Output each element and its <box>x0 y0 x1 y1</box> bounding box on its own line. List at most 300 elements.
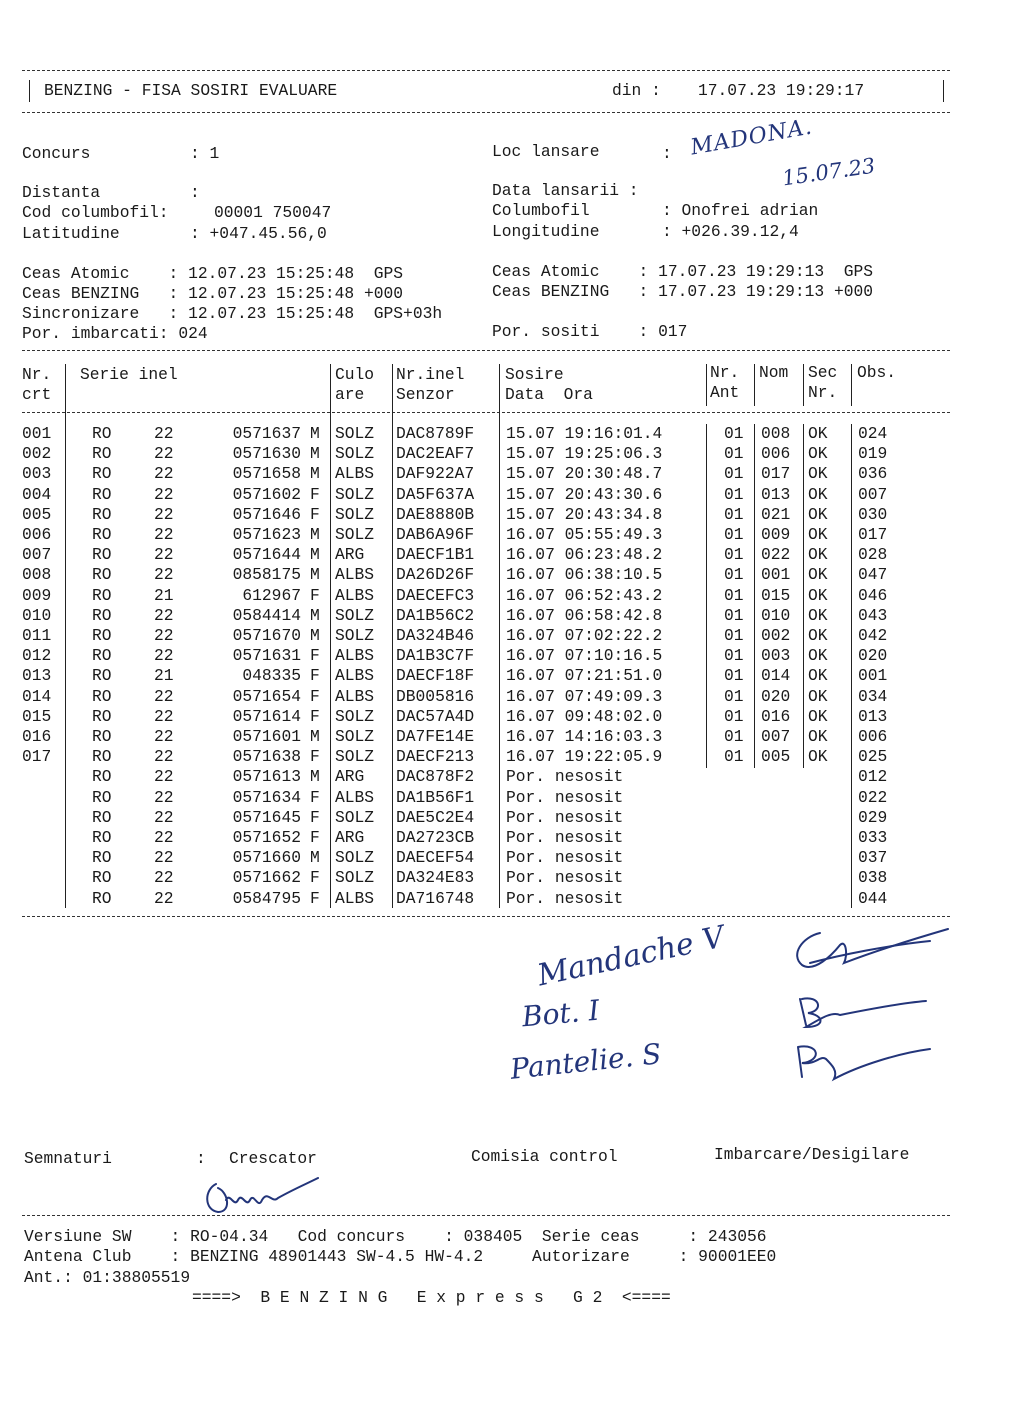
cell-tara: RO <box>92 484 112 504</box>
cell-nom: 017 <box>761 464 791 484</box>
cell-tara: RO <box>92 787 112 807</box>
footer-divider <box>22 1215 950 1216</box>
table-row <box>0 687 1024 707</box>
table-row <box>0 565 1024 585</box>
cell-ant: 01 <box>724 504 744 524</box>
col-ant-header: Nr. <box>710 363 740 382</box>
cell-nr: 009 <box>22 585 52 605</box>
cell-inel: 0571654 <box>232 686 301 706</box>
signature-commission-2: Bot. I <box>520 993 601 1034</box>
cell-culoare: SOLZ <box>335 807 375 827</box>
cell-culoare: ALBS <box>335 585 375 605</box>
col-sep-7 <box>803 364 804 406</box>
cell-senzor: DA1B56C2 <box>396 605 475 625</box>
cell-nr: 014 <box>22 686 52 706</box>
cell-tara: RO <box>92 666 112 686</box>
cell-nom: 013 <box>761 484 791 504</box>
cell-culoare: SOLZ <box>335 706 375 726</box>
col-obs-header: Obs. <box>857 363 897 382</box>
document-title: BENZING - FISA SOSIRI EVALUARE <box>44 81 338 100</box>
cell-sex: F <box>310 888 320 908</box>
cell-obs: 034 <box>858 686 888 706</box>
cod-columbofil-value: 00001 750047 <box>214 203 332 222</box>
cell-senzor: DA716748 <box>396 888 475 908</box>
cell-sosire: Por. nesosit <box>506 888 624 908</box>
cell-obs: 022 <box>858 787 888 807</box>
cell-tara: RO <box>92 686 112 706</box>
cell-culoare: ARG <box>335 545 365 565</box>
cell-obs: 020 <box>858 646 888 666</box>
cell-obs: 037 <box>858 848 888 868</box>
table-header-divider <box>22 412 950 413</box>
cell-inel: 0584795 <box>232 888 301 908</box>
cell-nom: 002 <box>761 626 791 645</box>
cell-senzor: DA2723CB <box>396 828 475 847</box>
cell-senzor: DAECF18F <box>396 666 475 686</box>
cell-sosire: 15.07 19:16:01.4 <box>506 424 663 443</box>
table-row <box>0 485 1024 505</box>
table-row <box>0 848 1024 868</box>
cell-sec: OK <box>808 424 828 443</box>
cell-nom: 001 <box>761 565 791 585</box>
cell-tara: RO <box>92 706 112 726</box>
data-lansarii-label: Data lansarii : <box>492 181 639 200</box>
ceas-atomic-end: Ceas Atomic : 17.07.23 19:29:13 GPS <box>492 262 874 281</box>
cell-sosire: 16.07 07:49:09.3 <box>506 686 663 706</box>
latitudine-value: : +047.45.56,0 <box>190 224 327 243</box>
date-label: din : <box>612 81 661 100</box>
cell-tara: RO <box>92 605 112 625</box>
cell-senzor: DAC2EAF7 <box>396 444 475 464</box>
table-row <box>0 545 1024 565</box>
cell-nom: 015 <box>761 585 791 605</box>
cell-sosire: 15.07 20:43:34.8 <box>506 504 663 524</box>
ceas-benzing-end: Ceas BENZING : 17.07.23 19:29:13 +000 <box>492 282 874 301</box>
cell-an: 22 <box>154 747 174 767</box>
concurs-value: : 1 <box>190 144 220 163</box>
ceas-benzing-start: Ceas BENZING : 12.07.23 15:25:48 +000 <box>22 284 404 303</box>
cell-culoare: SOLZ <box>335 727 375 746</box>
cell-sec: OK <box>808 626 828 645</box>
table-row <box>0 505 1024 525</box>
cell-culoare: ARG <box>335 767 365 787</box>
cell-nom: 022 <box>761 545 791 565</box>
cell-nom: 008 <box>761 424 791 443</box>
cell-inel: 0571646 <box>232 504 301 524</box>
cell-inel: 0571660 <box>232 848 301 868</box>
cell-ant: 01 <box>724 666 744 686</box>
sincronizare: Sincronizare : 12.07.23 15:25:48 GPS+03h <box>22 304 443 323</box>
cell-inel: 0571631 <box>232 646 301 666</box>
cell-ant: 01 <box>724 706 744 726</box>
signature-commission-1: Mandache V <box>534 919 728 994</box>
cell-senzor: DAC57A4D <box>396 706 475 726</box>
table-row <box>0 727 1024 747</box>
cell-culoare: SOLZ <box>335 747 375 767</box>
cell-an: 22 <box>154 888 174 908</box>
cell-nom: 006 <box>761 444 791 464</box>
cell-sec: OK <box>808 646 828 666</box>
cell-sex: F <box>310 646 320 666</box>
data-lansarii-handwritten: 15.07.23 <box>780 153 877 191</box>
longitudine-value: : +026.39.12,4 <box>662 222 799 241</box>
cell-nom: 005 <box>761 747 791 767</box>
cell-an: 22 <box>154 565 174 585</box>
col-culoare-header: Culo <box>335 365 375 384</box>
cell-sec: OK <box>808 686 828 706</box>
cell-nom: 009 <box>761 525 791 544</box>
cell-sec: OK <box>808 585 828 605</box>
cell-tara: RO <box>92 807 112 827</box>
cell-sec: OK <box>808 464 828 484</box>
cell-culoare: ALBS <box>335 888 375 908</box>
cell-culoare: SOLZ <box>335 868 375 888</box>
cell-sosire: 16.07 09:48:02.0 <box>506 706 663 726</box>
cell-sex: M <box>310 565 320 585</box>
cell-an: 22 <box>154 686 174 706</box>
loc-lansare-handwritten: MADONA. <box>688 114 815 161</box>
cell-senzor: DAB6A96F <box>396 525 475 544</box>
cell-obs: 028 <box>858 545 888 565</box>
cell-tara: RO <box>92 646 112 666</box>
cell-obs: 033 <box>858 828 888 847</box>
cell-obs: 024 <box>858 424 888 443</box>
cell-nom: 014 <box>761 666 791 686</box>
cell-nr: 005 <box>22 504 52 524</box>
cell-sec: OK <box>808 525 828 544</box>
cell-sosire: 16.07 14:16:03.3 <box>506 727 663 746</box>
cell-nr: 012 <box>22 646 52 666</box>
table-row <box>0 626 1024 646</box>
cell-senzor: DAECF213 <box>396 747 475 767</box>
cell-tara: RO <box>92 848 112 868</box>
cell-obs: 029 <box>858 807 888 827</box>
cell-an: 21 <box>154 585 174 605</box>
table-row <box>0 788 1024 808</box>
cell-sex: M <box>310 605 320 625</box>
cell-sex: M <box>310 444 320 464</box>
cell-senzor: DB005816 <box>396 686 475 706</box>
cell-sec: OK <box>808 747 828 767</box>
cell-senzor: DAE5C2E4 <box>396 807 475 827</box>
cell-sosire: 16.07 07:10:16.5 <box>506 646 663 666</box>
concurs-label: Concurs <box>22 144 91 163</box>
cell-sosire: 15.07 20:30:48.7 <box>506 464 663 484</box>
cell-tara: RO <box>92 868 112 888</box>
cell-obs: 019 <box>858 444 888 464</box>
cell-sosire: Por. nesosit <box>506 767 624 787</box>
col-crt-header: crt <box>22 385 52 404</box>
cell-an: 22 <box>154 545 174 565</box>
table-row <box>0 586 1024 606</box>
signature-commission-3: Pantelie. S <box>508 1037 663 1086</box>
cell-inel: 0571670 <box>232 626 301 645</box>
cell-nr: 017 <box>22 747 52 767</box>
cell-an: 22 <box>154 626 174 645</box>
cell-tara: RO <box>92 565 112 585</box>
cod-columbofil-label: Cod columbofil: <box>22 203 169 222</box>
cell-tara: RO <box>92 444 112 464</box>
cell-ant: 01 <box>724 525 744 544</box>
cell-nr: 013 <box>22 666 52 686</box>
cell-tara: RO <box>92 525 112 544</box>
cell-an: 21 <box>154 666 174 686</box>
cell-culoare: SOLZ <box>335 504 375 524</box>
cell-obs: 036 <box>858 464 888 484</box>
cell-sosire: 16.07 07:02:22.2 <box>506 626 663 645</box>
cell-ant: 01 <box>724 747 744 767</box>
cell-sosire: 16.07 07:21:51.0 <box>506 666 663 686</box>
cell-culoare: ALBS <box>335 565 375 585</box>
cell-sex: M <box>310 464 320 484</box>
table-row <box>0 828 1024 848</box>
cell-inel: 0571623 <box>232 525 301 544</box>
cell-senzor: DAE8880B <box>396 504 475 524</box>
cell-sex: M <box>310 848 320 868</box>
cell-an: 22 <box>154 444 174 464</box>
cell-obs: 038 <box>858 868 888 888</box>
porumbei-sositi: Por. sositi : 017 <box>492 322 688 341</box>
cell-inel: 0571638 <box>232 747 301 767</box>
cell-sec: OK <box>808 444 828 464</box>
cell-ant: 01 <box>724 424 744 443</box>
cell-an: 22 <box>154 706 174 726</box>
cell-inel: 048335 <box>242 666 301 686</box>
cell-ant: 01 <box>724 484 744 504</box>
cell-sosire: 16.07 05:55:49.3 <box>506 525 663 544</box>
cell-culoare: SOLZ <box>335 424 375 443</box>
cell-sosire: Por. nesosit <box>506 848 624 868</box>
cell-senzor: DAECEFC3 <box>396 585 475 605</box>
cell-sec: OK <box>808 605 828 625</box>
col-sec-header-2: Nr. <box>808 383 838 402</box>
table-row <box>0 666 1024 686</box>
cell-obs: 017 <box>858 525 888 544</box>
cell-an: 22 <box>154 868 174 888</box>
signature-marks-right <box>780 915 960 1095</box>
cell-sex: F <box>310 807 320 827</box>
table-row <box>0 868 1024 888</box>
cell-obs: 025 <box>858 747 888 767</box>
cell-ant: 01 <box>724 565 744 585</box>
cell-obs: 043 <box>858 605 888 625</box>
cell-tara: RO <box>92 585 112 605</box>
col-sep-6 <box>754 364 755 406</box>
cell-an: 22 <box>154 464 174 484</box>
cell-culoare: SOLZ <box>335 626 375 645</box>
table-row <box>0 889 1024 909</box>
col-sec-header: Sec <box>808 363 838 382</box>
cell-sex: F <box>310 828 320 847</box>
cell-sex: M <box>310 545 320 565</box>
cell-an: 22 <box>154 525 174 544</box>
cell-obs: 007 <box>858 484 888 504</box>
cell-nom: 010 <box>761 605 791 625</box>
loc-lansare-sep: : <box>662 144 672 163</box>
footer-version-line: Versiune SW : RO-04.34 Cod concurs : 038405 Serie ceas : 243056 <box>24 1227 767 1246</box>
cell-sosire: 16.07 06:23:48.2 <box>506 545 663 565</box>
cell-tara: RO <box>92 464 112 484</box>
cell-an: 22 <box>154 504 174 524</box>
cell-an: 22 <box>154 727 174 746</box>
ceas-atomic-start: Ceas Atomic : 12.07.23 15:25:48 GPS <box>22 264 404 283</box>
cell-ant: 01 <box>724 686 744 706</box>
cell-senzor: DA7FE14E <box>396 727 475 746</box>
cell-sosire: 16.07 06:58:42.8 <box>506 605 663 625</box>
cell-nr: 001 <box>22 424 52 443</box>
cell-sec: OK <box>808 565 828 585</box>
cell-tara: RO <box>92 888 112 908</box>
cell-ant: 01 <box>724 585 744 605</box>
cell-inel: 0571601 <box>232 727 301 746</box>
cell-sex: M <box>310 626 320 645</box>
cell-senzor: DA1B56F1 <box>396 787 475 807</box>
cell-obs: 006 <box>858 727 888 746</box>
cell-senzor: DA324E83 <box>396 868 475 888</box>
cell-obs: 013 <box>858 706 888 726</box>
cell-culoare: ALBS <box>335 464 375 484</box>
cell-nom: 003 <box>761 646 791 666</box>
cell-sex: F <box>310 484 320 504</box>
cell-senzor: DAECF1B1 <box>396 545 475 565</box>
semnaturi-label: Semnaturi <box>24 1149 112 1168</box>
cell-tara: RO <box>92 626 112 645</box>
cell-tara: RO <box>92 545 112 565</box>
cell-ant: 01 <box>724 646 744 666</box>
cell-obs: 001 <box>858 666 888 686</box>
col-serie-header: Serie inel <box>80 365 178 384</box>
cell-sex: F <box>310 747 320 767</box>
cell-sex: M <box>310 424 320 443</box>
cell-nr: 002 <box>22 444 52 464</box>
cell-nr: 008 <box>22 565 52 585</box>
cell-sosire: 16.07 06:38:10.5 <box>506 565 663 585</box>
cell-ant: 01 <box>724 464 744 484</box>
footer-antenna-line: Antena Club : BENZING 48901443 SW-4.5 HW-4.2 Autorizare : 90001EE0 <box>24 1247 777 1266</box>
cell-inel: 0571613 <box>232 767 301 787</box>
cell-nom: 020 <box>761 686 791 706</box>
cell-nr: 007 <box>22 545 52 565</box>
cell-culoare: SOLZ <box>335 605 375 625</box>
cell-nr: 011 <box>22 626 52 645</box>
cell-senzor: DAECEF54 <box>396 848 475 868</box>
cell-obs: 046 <box>858 585 888 605</box>
cell-nr: 016 <box>22 727 52 746</box>
cell-ant: 01 <box>724 545 744 565</box>
cell-obs: 044 <box>858 888 888 908</box>
cell-sex: F <box>310 585 320 605</box>
loc-lansare-label: Loc lansare <box>492 142 600 161</box>
cell-inel: 0571658 <box>232 464 301 484</box>
distanta-sep: : <box>190 183 200 202</box>
header-bottom-divider <box>22 112 950 113</box>
footer-ant-line: Ant.: 01:38805519 <box>24 1268 191 1287</box>
cell-an: 22 <box>154 787 174 807</box>
signature-crescator <box>196 1170 336 1220</box>
cell-inel: 0571602 <box>232 484 301 504</box>
cell-inel: 0571645 <box>232 807 301 827</box>
col-culoare-header-2: are <box>335 385 365 404</box>
col-senzor-header-2: Senzor <box>396 385 455 404</box>
cell-nr: 003 <box>22 464 52 484</box>
cell-an: 22 <box>154 646 174 666</box>
crescator-label: Crescator <box>229 1149 317 1168</box>
cell-an: 22 <box>154 807 174 827</box>
cell-inel: 0584414 <box>232 605 301 625</box>
cell-sex: M <box>310 727 320 746</box>
cell-culoare: ALBS <box>335 666 375 686</box>
col-ant-header-2: Ant <box>710 383 740 402</box>
latitudine-label: Latitudine <box>22 224 120 243</box>
cell-sec: OK <box>808 504 828 524</box>
cell-inel: 0571634 <box>232 787 301 807</box>
cell-culoare: SOLZ <box>335 525 375 544</box>
table-row <box>0 808 1024 828</box>
cell-sosire: Por. nesosit <box>506 807 624 827</box>
cell-nr: 010 <box>22 605 52 625</box>
table-top-divider <box>22 350 950 351</box>
cell-sec: OK <box>808 545 828 565</box>
cell-sosire: Por. nesosit <box>506 787 624 807</box>
porumbei-imbarcati: Por. imbarcati: 024 <box>22 324 208 343</box>
cell-sex: F <box>310 666 320 686</box>
cell-tara: RO <box>92 504 112 524</box>
table-row <box>0 464 1024 484</box>
cell-nr: 004 <box>22 484 52 504</box>
cell-inel: 0571630 <box>232 444 301 464</box>
cell-nom: 016 <box>761 706 791 726</box>
col-senzor-header: Nr.inel <box>396 365 465 384</box>
cell-obs: 012 <box>858 767 888 787</box>
table-row <box>0 525 1024 545</box>
cell-ant: 01 <box>724 444 744 464</box>
cell-an: 22 <box>154 605 174 625</box>
cell-sec: OK <box>808 727 828 746</box>
cell-obs: 047 <box>858 565 888 585</box>
cell-sex: M <box>310 767 320 787</box>
table-row <box>0 707 1024 727</box>
cell-senzor: DAC878F2 <box>396 767 475 787</box>
columbofil-value: : Onofrei adrian <box>662 201 819 220</box>
cell-sex: F <box>310 787 320 807</box>
cell-culoare: ARG <box>335 828 365 847</box>
cell-sosire: 15.07 19:25:06.3 <box>506 444 663 464</box>
cell-inel: 612967 <box>242 585 301 605</box>
cell-ant: 01 <box>724 727 744 746</box>
cell-ant: 01 <box>724 605 744 625</box>
cell-sosire: 16.07 06:52:43.2 <box>506 585 663 605</box>
cell-obs: 042 <box>858 626 888 645</box>
cell-an: 22 <box>154 484 174 504</box>
cell-an: 22 <box>154 424 174 443</box>
report-datetime: 17.07.23 19:29:17 <box>698 81 865 100</box>
cell-sec: OK <box>808 484 828 504</box>
cell-tara: RO <box>92 424 112 443</box>
cell-culoare: ALBS <box>335 787 375 807</box>
col-nom-header: Nom <box>759 363 789 382</box>
header-right-bar <box>943 80 944 102</box>
cell-senzor: DA324B46 <box>396 626 475 645</box>
cell-sec: OK <box>808 666 828 686</box>
cell-culoare: ALBS <box>335 686 375 706</box>
cell-culoare: SOLZ <box>335 484 375 504</box>
table-row <box>0 747 1024 767</box>
col-sep-5 <box>706 364 707 406</box>
col-sosire-header: Sosire <box>505 365 564 384</box>
cell-sec: OK <box>808 706 828 726</box>
col-sep-8 <box>851 364 852 406</box>
cell-sex: F <box>310 504 320 524</box>
